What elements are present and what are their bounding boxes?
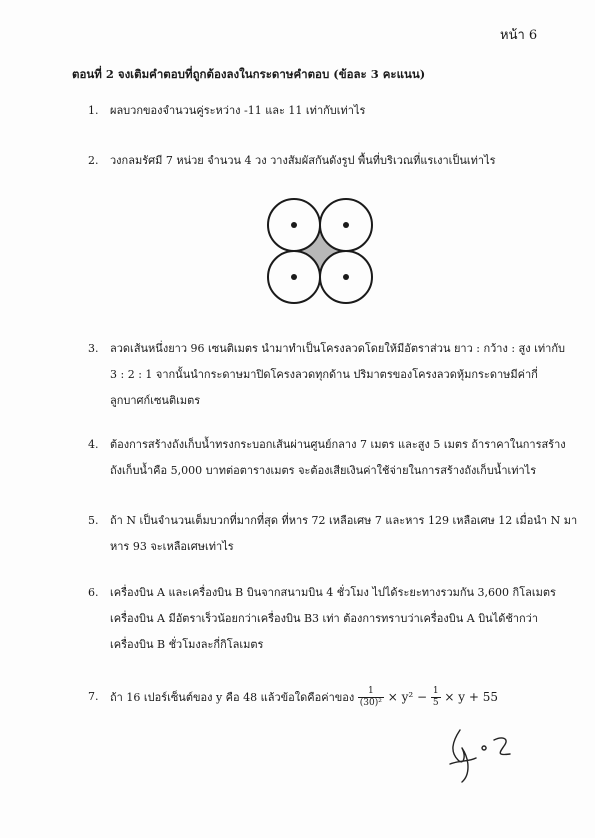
question-text: หาร 93 จะเหลือเศษเท่าไร <box>110 540 234 553</box>
page-number: หน้า 6 <box>500 28 538 43</box>
question-number: 3. <box>88 342 99 355</box>
question-number: 5. <box>88 514 99 527</box>
center-dot <box>343 274 349 280</box>
math-expression: $\frac{1}{\text{(30)²}}$ × y² − $\frac{1}{5}$ × y + 55 <box>359 686 499 708</box>
question-text: 3 : 2 : 1 จากนั้นนำกระดาษมาปิดโครงลวดทุกด้าน ปริมาตรของโครงลวดหุ้มกระดาษมีค่ากี่ <box>110 368 538 381</box>
question-text: เครื่องบิน A มีอัตราเร็วน้อยกว่าเครื่องบิน B3 เท่า ต้องการทราบว่าเครื่องบิน A บินได้ช้ากว่า <box>110 612 539 625</box>
question-text: ผลบวกของจำนวนคู่ระหว่าง -11 และ 11 เท่ากับเท่าไร <box>110 104 366 117</box>
fraction-1: $\frac{1}{\text{(30)²}}$ <box>359 686 382 708</box>
question-number: 2. <box>88 154 99 167</box>
center-dot <box>291 274 297 280</box>
shaded-area <box>294 225 346 277</box>
question-text: เครื่องบิน A และเครื่องบิน B บินจากสนามบิน 4 ชั่วโมง ไปได้ระยะทางรวมกัน 3,600 กิโลเมตร <box>110 586 556 599</box>
question-text: เครื่องบิน B ชั่วโมงละกี่กิโลเมตร <box>110 638 264 651</box>
four-circles-diagram <box>262 193 378 309</box>
section-title: ตอนที่ 2 จงเติมคำตอบที่ถูกต้องลงในกระดาษคำตอบ (ข้อละ 3 คะแนน) <box>72 67 426 81</box>
question-text: ลูกบาศก์เซนติเมตร <box>110 394 201 407</box>
question-text: ถ้า N เป็นจำนวนเต็มบวกที่มากที่สุด ที่หาร 72 เหลือเศษ 7 และหาร 129 เหลือเศษ 12 เมื่อนำ N มา <box>110 514 578 527</box>
question-text: ถังเก็บน้ำคือ 5,000 บาทต่อตารางเมตร จะต้องเสียเงินค่าใช้จ่ายในการสร้างถังเก็บน้ำเท่าไร <box>110 464 537 477</box>
question-number: 4. <box>88 438 99 451</box>
question-number: 7. <box>88 690 99 703</box>
question-text: ถ้า 16 เปอร์เซ็นต์ของ y คือ 48 แล้วข้อใดคือค่าของ <box>110 691 355 704</box>
question-text: ลวดเส้นหนึ่งยาว 96 เซนติเมตร นำมาทำเป็นโครงลวดโดยให้มีอัตราส่วน ยาว : กว้าง : สูง เท่ากับ <box>110 342 565 355</box>
center-dot <box>291 222 297 228</box>
question-text: ต้องการสร้างถังเก็บน้ำทรงกระบอกเส้นผ่านศูนย์กลาง 7 เมตร และสูง 5 เมตร ถ้าราคาในการสร้าง <box>110 438 566 451</box>
center-dot <box>343 222 349 228</box>
question-number: 1. <box>88 104 99 117</box>
handwritten-signature <box>440 720 530 790</box>
fraction-2: $\frac{1}{5}$ <box>432 686 439 708</box>
question-text: วงกลมรัศมี 7 หน่วย จำนวน 4 วง วางสัมผัสกันดังรูป พื้นที่บริเวณที่แรเงาเป็นเท่าไร <box>110 154 496 167</box>
question-number: 6. <box>88 586 99 599</box>
